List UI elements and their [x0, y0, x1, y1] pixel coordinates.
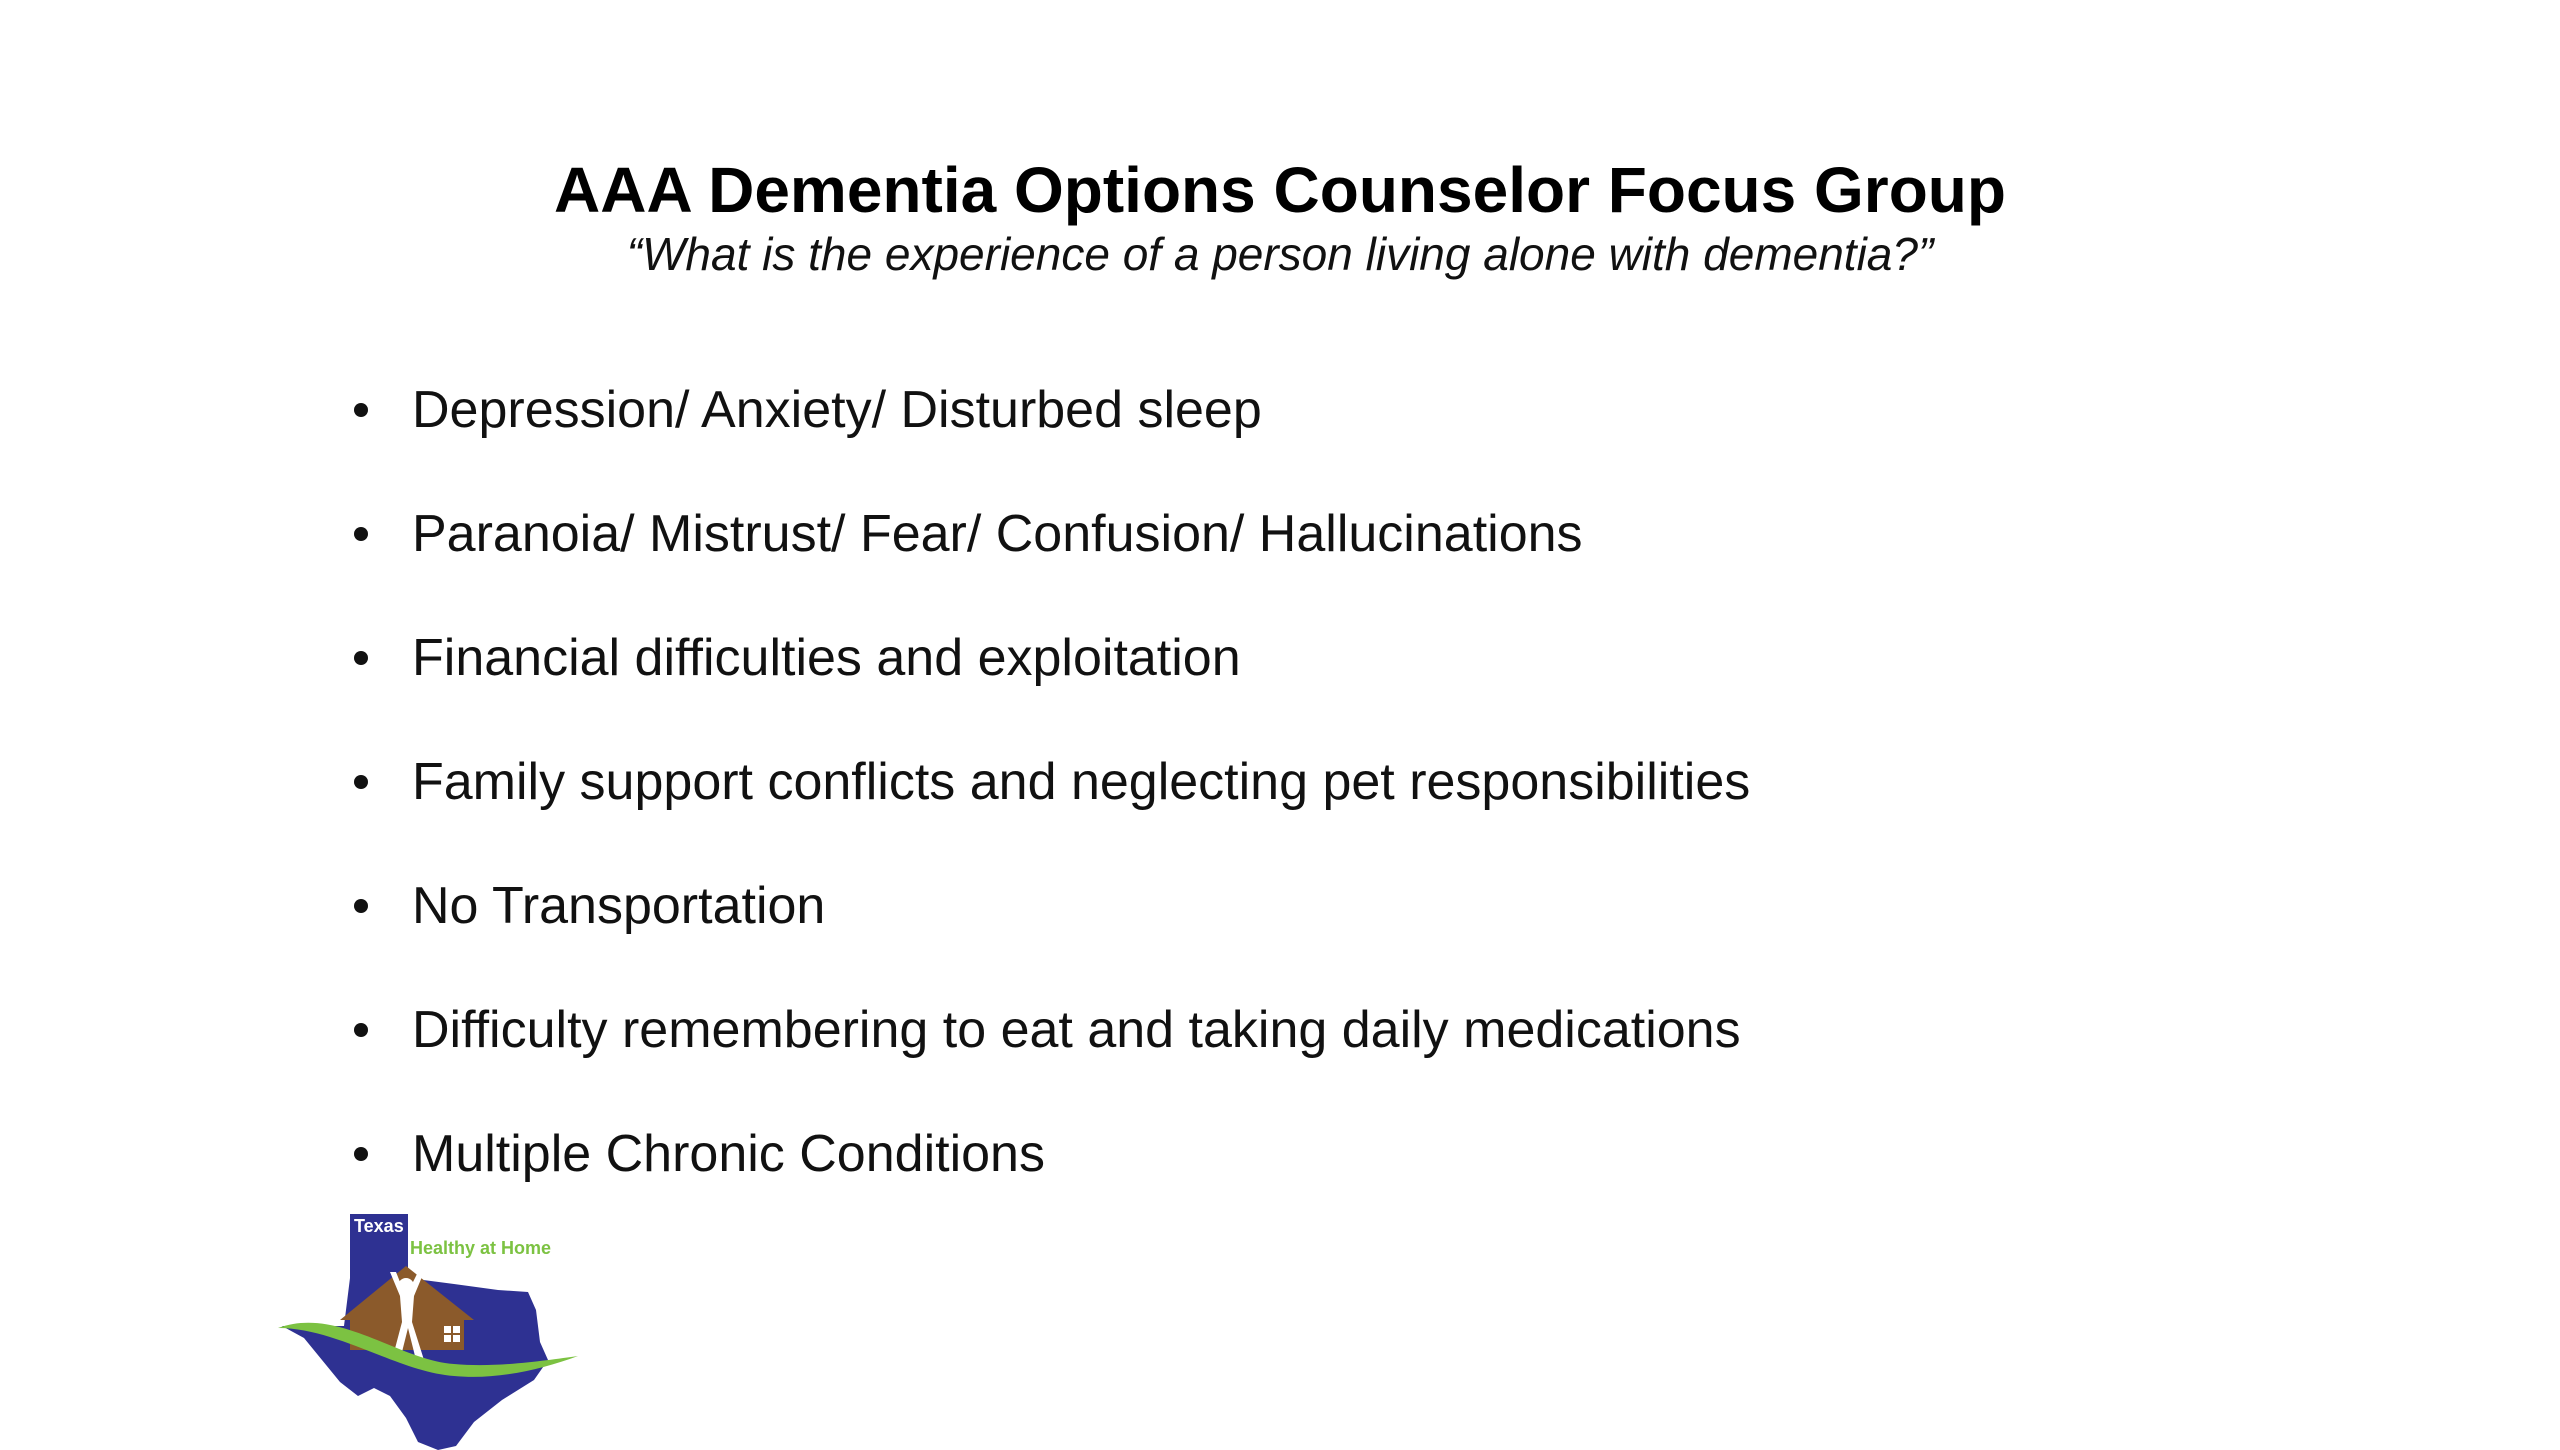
bullet-text: Multiple Chronic Conditions	[412, 1125, 1045, 1183]
slide-subtitle: “What is the experience of a person living alone with dementia?”	[626, 228, 1934, 280]
bullet-text: Paranoia/ Mistrust/ Fear/ Confusion/ Hallucinations	[412, 505, 1583, 563]
list-item	[354, 1092, 2254, 1216]
list-item	[354, 968, 2254, 1092]
bullet-icon	[354, 527, 368, 541]
bullet-icon	[354, 1023, 368, 1037]
list-item	[354, 472, 2254, 596]
logo-label-state: Texas	[354, 1216, 404, 1236]
list-item	[354, 348, 2254, 472]
texas-map-house-person-logo-icon	[278, 1210, 588, 1450]
bullet-list	[354, 348, 2254, 1216]
bullet-icon	[354, 775, 368, 789]
bullet-icon	[354, 899, 368, 913]
bullet-text: Depression/ Anxiety/ Disturbed sleep	[412, 381, 1262, 439]
bullet-text: Family support conflicts and neglecting pet responsibilities	[412, 753, 1751, 811]
logo-label-program: Healthy at Home	[410, 1238, 552, 1258]
bullet-text: No Transportation	[412, 877, 826, 935]
slide-title: AAA Dementia Options Counselor Focus Group	[554, 154, 2006, 226]
bullet-text: Difficulty remembering to eat and taking daily medications	[412, 1001, 1741, 1059]
list-item	[354, 844, 2254, 968]
bullet-text: Financial difficulties and exploitation	[412, 629, 1241, 687]
texas-healthy-at-home-logo	[278, 1210, 588, 1450]
list-item	[354, 596, 2254, 720]
bullet-icon	[354, 403, 368, 417]
bullet-icon	[354, 651, 368, 665]
bullet-icon	[354, 1147, 368, 1161]
list-item	[354, 720, 2254, 844]
